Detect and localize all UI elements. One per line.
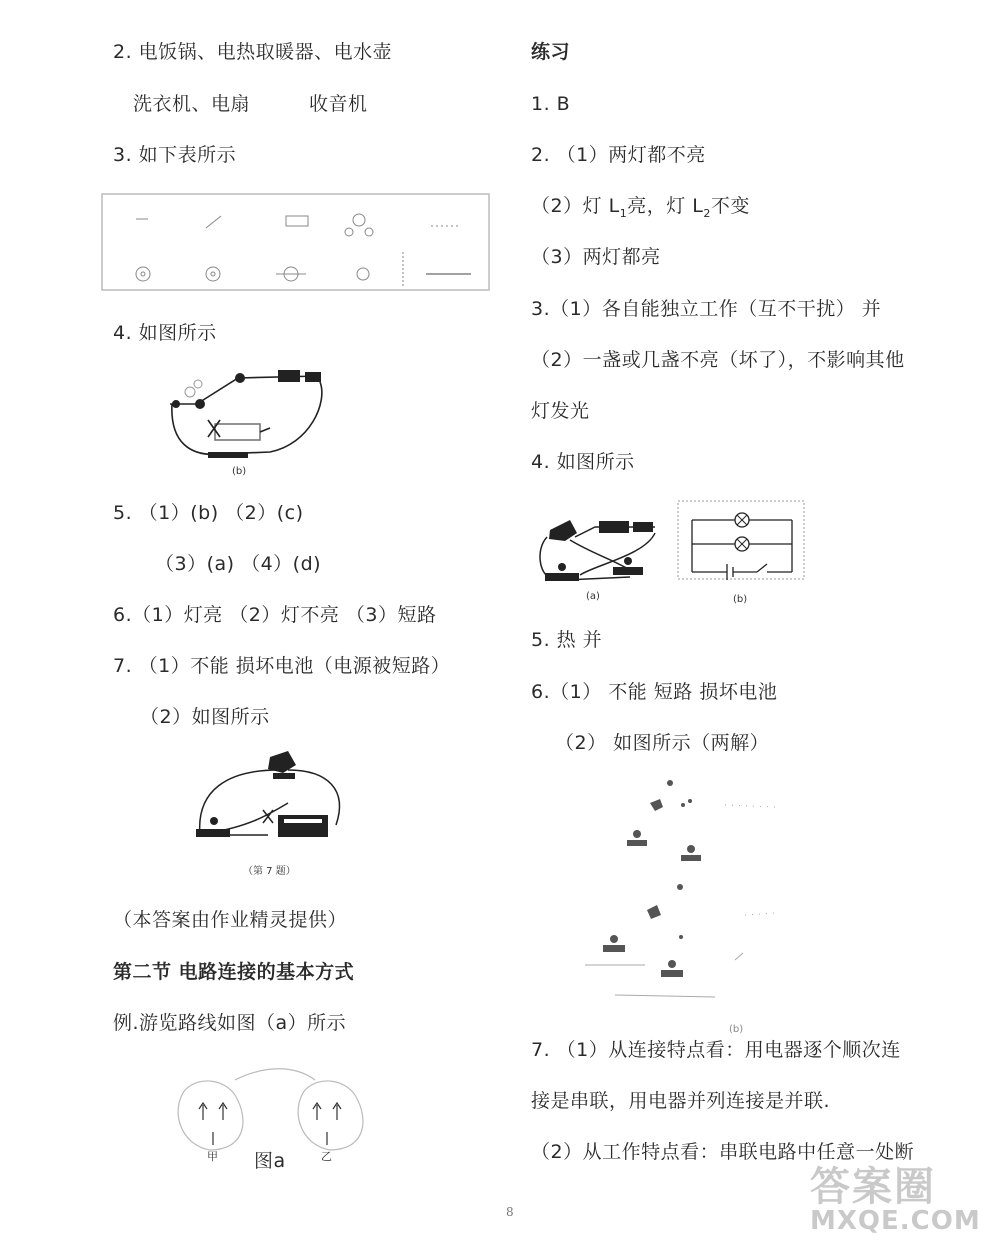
answer-5-line1: 5. （1）(b) （2）(c) [113, 502, 304, 524]
exercise-heading: 练习 [531, 41, 571, 63]
exercise-6-figure-caption: (b) [729, 1024, 744, 1035]
figure-a-caption: 图a [254, 1150, 286, 1172]
figure-a-label-yi: 乙 [321, 1150, 332, 1163]
answer-7-line1: 7. （1）不能 损坏电池（电源被短路） [113, 655, 451, 677]
exercise-2-2: （2）灯 $L_1$亮，灯 $L_2$不变 [531, 195, 750, 220]
page-number: 8 [506, 1205, 514, 1219]
example-intro: 例.游览路线如图（a）所示 [113, 1012, 347, 1034]
exercise-4-figure-b [677, 500, 805, 580]
answer-2-line2b: 收音机 [309, 93, 368, 115]
exercise-4: 4. 如图所示 [531, 451, 635, 473]
answer-credit: （本答案由作业精灵提供） [113, 909, 348, 931]
circuit-symbol-table-figure [101, 192, 491, 292]
exercise-6-two-solutions-figure [585, 765, 785, 1020]
exercise-2-3: （3）两灯都亮 [531, 246, 661, 268]
answer-2-line1: 2. 电饭锅、电热取暖器、电水壶 [113, 41, 393, 63]
answer-4-figure-caption: (b) [232, 466, 247, 477]
exercise-5: 5. 热 并 [531, 629, 603, 651]
exercise-6-2: （2） 如图所示（两解） [555, 732, 770, 754]
exercise-7-line2: 接是串联，用电器并列连接是并联. [531, 1090, 831, 1112]
answer-4: 4. 如图所示 [113, 322, 217, 344]
answer-6: 6.（1）灯亮 （2）灯不亮 （3）短路 [113, 604, 437, 626]
exercise-1: 1. B [531, 93, 571, 115]
exercise-7-line3: （2）从工作特点看：串联电路中任意一处断 [531, 1141, 915, 1163]
exercise-7-line1: 7. （1）从连接特点看：用电器逐个顺次连 [531, 1039, 901, 1061]
answer-7-figure-caption: （第 7 题） [243, 866, 296, 877]
answer-4-circuit-figure [160, 362, 340, 467]
exercise-2-1: 2. （1）两灯都不亮 [531, 144, 706, 166]
site-watermark: 答案圈 MXQE.COM [810, 1164, 981, 1236]
answer-3: 3. 如下表所示 [113, 144, 237, 166]
answer-7-circuit-figure [188, 745, 353, 855]
exercise-3-1: 3.（1）各自能独立工作（互不干扰） 并 [531, 298, 882, 320]
exercise-3-3: 灯发光 [531, 400, 590, 422]
section-title: 第二节 电路连接的基本方式 [113, 961, 355, 983]
exercise-6-1: 6.（1） 不能 短路 损坏电池 [531, 681, 778, 703]
figure-a-label-jia: 甲 [207, 1150, 218, 1163]
exercise-4-figure-b-caption: (b) [733, 594, 748, 605]
exercise-4-figure-a-caption: (a) [586, 591, 600, 602]
exercise-4-figure-a [535, 505, 665, 590]
answer-2-line2a: 洗衣机、电扇 [133, 93, 251, 115]
answer-7-line2: （2）如图所示 [140, 706, 270, 728]
answer-5-line2: （3）(a) （4）(d) [155, 553, 322, 575]
exercise-3-2: （2）一盏或几盏不亮（坏了），不影响其他 [531, 349, 905, 371]
